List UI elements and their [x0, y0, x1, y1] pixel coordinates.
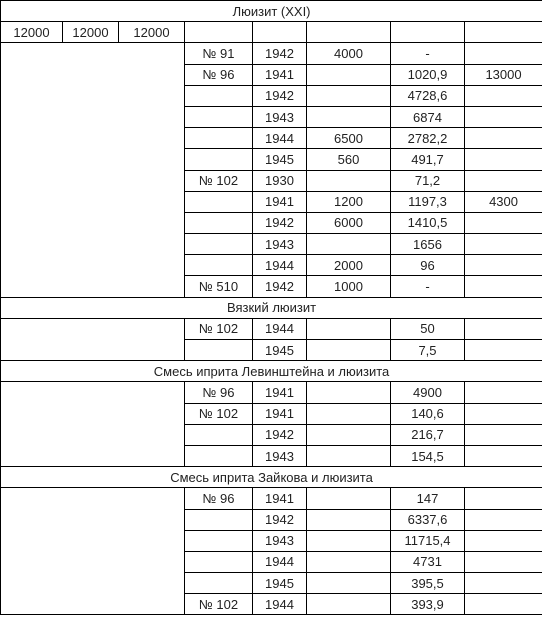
- col4-cell: 1410,5: [391, 212, 465, 233]
- col3-cell: 4000: [307, 43, 391, 64]
- col3-cell: 560: [307, 149, 391, 170]
- table-body: [1, 1, 542, 615]
- plant-cell: № 102: [185, 594, 253, 615]
- col5-cell: [465, 234, 542, 255]
- summary-cell: 12000: [63, 22, 119, 43]
- plant-cell: [185, 424, 253, 445]
- col5-cell: [465, 530, 542, 551]
- col3-cell: [307, 85, 391, 106]
- col3-cell: [307, 106, 391, 127]
- blank-merged-cell: [1, 488, 185, 615]
- plant-cell: № 96: [185, 382, 253, 403]
- col3-cell: [307, 64, 391, 85]
- col3-cell: 1200: [307, 191, 391, 212]
- blank-merged-cell: [1, 382, 185, 467]
- empty-cell: [391, 22, 465, 43]
- col4-cell: 1020,9: [391, 64, 465, 85]
- col3-cell: [307, 509, 391, 530]
- col3-cell: 1000: [307, 276, 391, 297]
- col5-cell: [465, 318, 542, 339]
- year-cell: 1941: [253, 403, 307, 424]
- section-header-row: [1, 467, 542, 488]
- table-row: [1, 382, 542, 403]
- col4-cell: 140,6: [391, 403, 465, 424]
- col4-cell: 1656: [391, 234, 465, 255]
- table-row: [1, 43, 542, 64]
- col5-cell: [465, 424, 542, 445]
- year-cell: 1941: [253, 64, 307, 85]
- col4-cell: 147: [391, 488, 465, 509]
- summary-cell: 12000: [1, 22, 63, 43]
- section-title: Смесь иприта Зайкова и люизита: [1, 467, 542, 488]
- plant-cell: [185, 85, 253, 106]
- col3-cell: [307, 318, 391, 339]
- year-cell: 1944: [253, 318, 307, 339]
- plant-cell: [185, 573, 253, 594]
- col4-cell: 2782,2: [391, 128, 465, 149]
- col3-cell: [307, 445, 391, 466]
- year-cell: 1941: [253, 191, 307, 212]
- plant-cell: [185, 149, 253, 170]
- plant-cell: [185, 106, 253, 127]
- col3-cell: [307, 594, 391, 615]
- year-cell: 1944: [253, 128, 307, 149]
- col3-cell: [307, 170, 391, 191]
- year-cell: 1943: [253, 445, 307, 466]
- empty-cell: [253, 22, 307, 43]
- plant-cell: № 510: [185, 276, 253, 297]
- col4-cell: 395,5: [391, 573, 465, 594]
- col5-cell: [465, 445, 542, 466]
- col4-cell: 11715,4: [391, 530, 465, 551]
- col4-cell: 491,7: [391, 149, 465, 170]
- year-cell: 1945: [253, 340, 307, 361]
- section-header-row: [1, 297, 542, 318]
- table-row: [1, 488, 542, 509]
- plant-cell: [185, 509, 253, 530]
- col5-cell: [465, 594, 542, 615]
- year-cell: 1942: [253, 85, 307, 106]
- col3-cell: [307, 488, 391, 509]
- year-cell: 1942: [253, 424, 307, 445]
- col5-cell: [465, 255, 542, 276]
- col5-cell: [465, 85, 542, 106]
- section-header-row: [1, 1, 542, 22]
- col3-cell: 6000: [307, 212, 391, 233]
- col3-cell: [307, 551, 391, 572]
- plant-cell: [185, 191, 253, 212]
- col5-cell: [465, 340, 542, 361]
- summary-row: [1, 22, 542, 43]
- year-cell: 1941: [253, 382, 307, 403]
- section-header-row: [1, 361, 542, 382]
- col4-cell: -: [391, 43, 465, 64]
- year-cell: 1943: [253, 106, 307, 127]
- year-cell: 1945: [253, 149, 307, 170]
- year-cell: 1942: [253, 276, 307, 297]
- year-cell: 1930: [253, 170, 307, 191]
- col5-cell: 4300: [465, 191, 542, 212]
- empty-cell: [185, 22, 253, 43]
- blank-merged-cell: [1, 43, 185, 297]
- col4-cell: 50: [391, 318, 465, 339]
- col3-cell: [307, 403, 391, 424]
- col5-cell: [465, 170, 542, 191]
- year-cell: 1945: [253, 573, 307, 594]
- col5-cell: [465, 128, 542, 149]
- year-cell: 1944: [253, 551, 307, 572]
- col3-cell: [307, 382, 391, 403]
- col5-cell: [465, 276, 542, 297]
- plant-cell: [185, 445, 253, 466]
- col5-cell: [465, 212, 542, 233]
- year-cell: 1942: [253, 509, 307, 530]
- col5-cell: [465, 43, 542, 64]
- col5-cell: [465, 106, 542, 127]
- year-cell: 1943: [253, 530, 307, 551]
- col4-cell: 154,5: [391, 445, 465, 466]
- col4-cell: 1197,3: [391, 191, 465, 212]
- table-row: [1, 318, 542, 339]
- plant-cell: [185, 340, 253, 361]
- plant-cell: [185, 212, 253, 233]
- plant-cell: [185, 234, 253, 255]
- col3-cell: 6500: [307, 128, 391, 149]
- plant-cell: № 102: [185, 170, 253, 191]
- plant-cell: № 102: [185, 403, 253, 424]
- col3-cell: 2000: [307, 255, 391, 276]
- empty-cell: [465, 22, 542, 43]
- plant-cell: № 91: [185, 43, 253, 64]
- col4-cell: 4728,6: [391, 85, 465, 106]
- year-cell: 1943: [253, 234, 307, 255]
- col4-cell: 6337,6: [391, 509, 465, 530]
- col4-cell: 96: [391, 255, 465, 276]
- col4-cell: 71,2: [391, 170, 465, 191]
- col4-cell: 4731: [391, 551, 465, 572]
- plant-cell: [185, 255, 253, 276]
- year-cell: 1942: [253, 212, 307, 233]
- section-title: Смесь иприта Левинштейна и люизита: [1, 361, 542, 382]
- plant-cell: [185, 551, 253, 572]
- col3-cell: [307, 234, 391, 255]
- plant-cell: № 96: [185, 488, 253, 509]
- col5-cell: [465, 509, 542, 530]
- col3-cell: [307, 424, 391, 445]
- year-cell: 1944: [253, 594, 307, 615]
- col4-cell: 7,5: [391, 340, 465, 361]
- section-title: Люизит (XXI): [1, 1, 542, 22]
- col5-cell: 13000: [465, 64, 542, 85]
- summary-cell: 12000: [119, 22, 185, 43]
- col4-cell: 393,9: [391, 594, 465, 615]
- year-cell: 1944: [253, 255, 307, 276]
- section-title: Вязкий люизит: [1, 297, 542, 318]
- col5-cell: [465, 149, 542, 170]
- col3-cell: [307, 573, 391, 594]
- plant-cell: № 102: [185, 318, 253, 339]
- col5-cell: [465, 403, 542, 424]
- plant-cell: [185, 530, 253, 551]
- blank-merged-cell: [1, 318, 185, 360]
- col5-cell: [465, 488, 542, 509]
- col4-cell: -: [391, 276, 465, 297]
- col5-cell: [465, 382, 542, 403]
- plant-cell: № 96: [185, 64, 253, 85]
- col4-cell: 4900: [391, 382, 465, 403]
- col4-cell: 216,7: [391, 424, 465, 445]
- empty-cell: [307, 22, 391, 43]
- year-cell: 1942: [253, 43, 307, 64]
- col5-cell: [465, 551, 542, 572]
- year-cell: 1941: [253, 488, 307, 509]
- col3-cell: [307, 530, 391, 551]
- col5-cell: [465, 573, 542, 594]
- plant-cell: [185, 128, 253, 149]
- col3-cell: [307, 340, 391, 361]
- col4-cell: 6874: [391, 106, 465, 127]
